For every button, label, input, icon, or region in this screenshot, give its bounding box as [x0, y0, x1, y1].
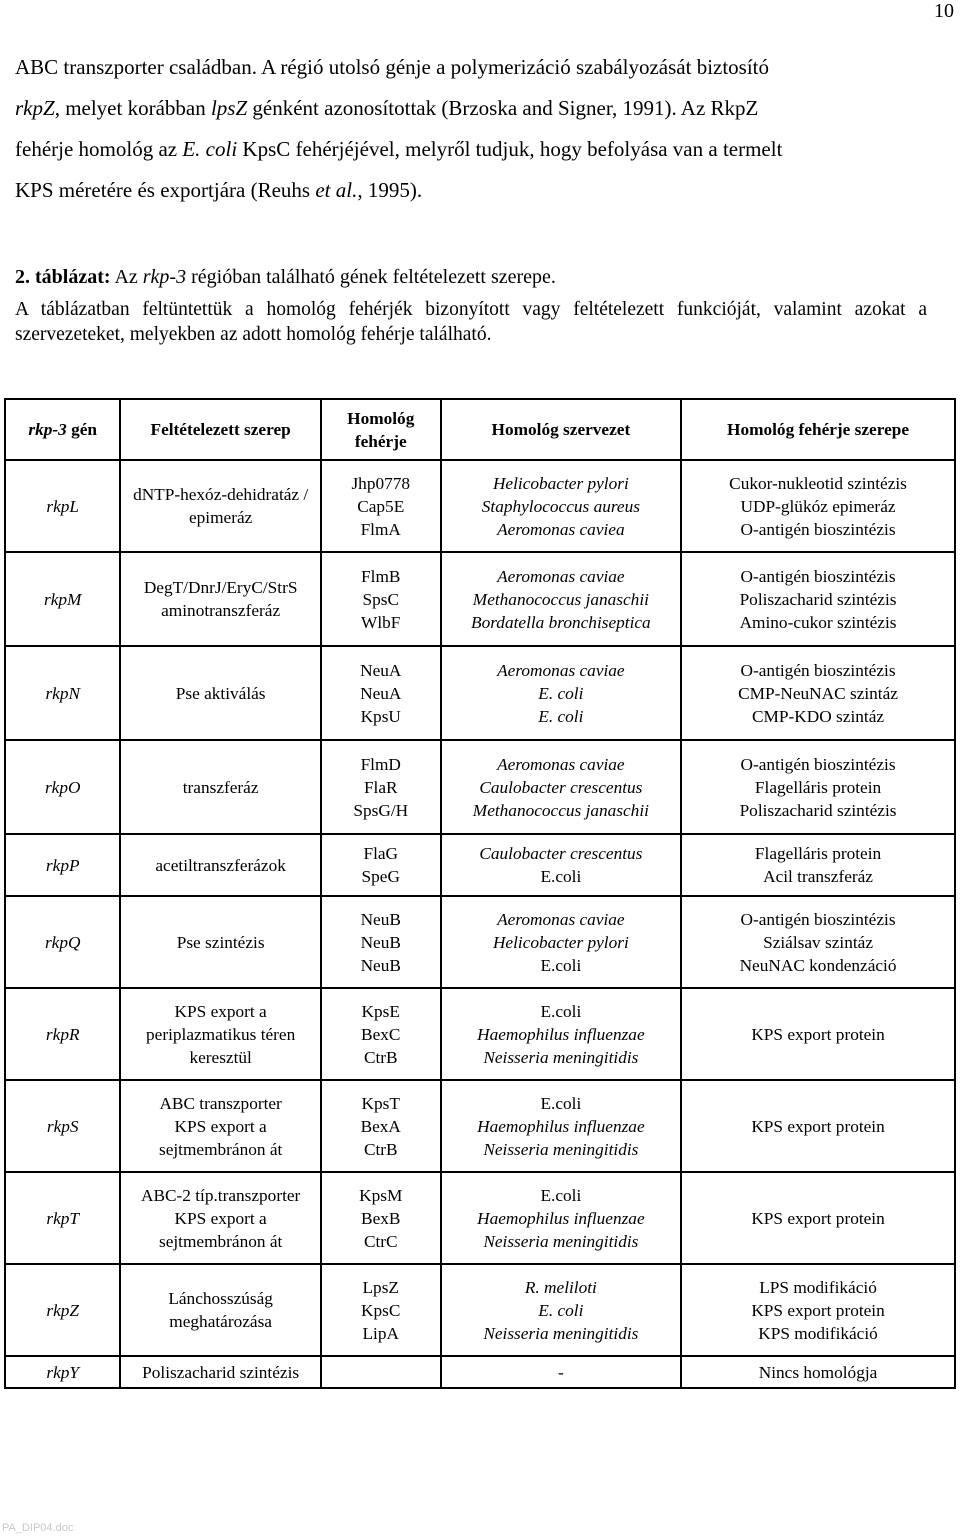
cell-organism-line: Caulobacter crescentus: [479, 777, 643, 797]
cell-protein-line: FlaR: [363, 777, 398, 797]
cell-role: [120, 834, 320, 896]
text-run: Az: [110, 266, 143, 288]
cell-protein-line: NeuB: [360, 955, 401, 975]
cell-organism-line: Neisseria meningitidis: [483, 1139, 639, 1159]
table-header-row: [5, 399, 955, 460]
cell-gene: rkpQ: [5, 896, 120, 988]
cell-function: [681, 1264, 955, 1356]
cell-organism-line: Aeromonas caviae: [497, 909, 625, 929]
cell-protein: [321, 1356, 441, 1388]
cell-organism-line: Neisseria meningitidis: [483, 1047, 639, 1067]
cell-protein-line: SpsG/H: [353, 800, 409, 820]
text-run: KPS méretére és exportjára (Reuhs: [15, 178, 316, 202]
gene-name: rkpZ: [15, 96, 55, 120]
cell-protein-line: Cap5E: [357, 496, 405, 516]
cell-protein: [321, 460, 441, 552]
table-row: [5, 1172, 955, 1264]
cell-function-line: LPS modifikáció: [759, 1277, 877, 1297]
cell-function-line: Poliszacharid szintézis: [739, 800, 897, 820]
table-row: [5, 988, 955, 1080]
cell-gene: rkpS: [5, 1080, 120, 1172]
cell-role: [120, 896, 320, 988]
cell-function: [681, 988, 955, 1080]
text-run: fehérje homológ az: [15, 137, 183, 161]
table-row: [5, 1080, 955, 1172]
cell-protein: [321, 834, 441, 896]
cell-role-line: transzferáz: [182, 777, 259, 797]
cell-protein-line: BexA: [360, 1116, 401, 1136]
cell-protein-line: NeuB: [360, 932, 401, 952]
table-row: [5, 1356, 955, 1388]
text-run: , melyet korábban: [54, 96, 211, 120]
cell-function-line: KPS modifikáció: [758, 1323, 878, 1343]
cell-role-line: KPS export a: [174, 1001, 267, 1021]
cell-protein-line: KpsM: [359, 1185, 403, 1205]
cell-protein: [321, 988, 441, 1080]
cell-protein: [321, 646, 441, 740]
cell-organism-line: R. meliloti: [524, 1277, 597, 1297]
table-row: [5, 646, 955, 740]
region-name: rkp-3: [142, 266, 187, 288]
cell-function-line: Flagelláris protein: [754, 844, 882, 863]
cell-protein: [321, 1080, 441, 1172]
cell-organism-line: -: [557, 1362, 564, 1382]
cell-function: [681, 1356, 955, 1388]
cell-protein-line: BexC: [361, 1024, 401, 1044]
cell-organism: [441, 834, 681, 896]
cell-organism-line: Methanococcus janaschii: [472, 800, 649, 820]
cell-protein-line: BexB: [361, 1208, 401, 1228]
intro-line-4: [15, 170, 927, 211]
cell-role-line: DegT/DnrJ/EryC/StrS: [143, 578, 298, 597]
cell-protein-line: FlmD: [360, 754, 401, 774]
cell-function-line: CMP-KDO szintáz: [752, 706, 885, 726]
cell-role: [120, 988, 320, 1080]
cell-function-line: Amino-cukor szintézis: [739, 612, 897, 632]
cell-protein-line: NeuA: [360, 683, 402, 703]
table-row: [5, 552, 955, 646]
cell-role-line: periplazmatikus téren: [146, 1024, 296, 1044]
cell-role-line: sejtmembránon át: [158, 1231, 283, 1251]
intro-line-2: [15, 88, 927, 129]
cell-role-line: acetiltranszferázok: [155, 855, 286, 875]
text-run: génként azonosítottak (Brzoska and Signer, 1991). Az RkpZ: [247, 96, 759, 120]
cell-organism-line: Aeromonas caviae: [497, 566, 625, 586]
cell-protein-line: Jhp0778: [351, 473, 411, 493]
cell-function-line: O-antigén bioszintézis: [740, 660, 896, 680]
cell-protein-line: FlmB: [361, 566, 401, 586]
cell-function-line: O-antigén bioszintézis: [740, 754, 896, 774]
caption-text: A táblázatban feltüntettük a homológ fehérjék bizonyított vagy feltételezett funkcióját, valamint azokat a szervezeteket, melyekben az adott homológ fehérje található.: [15, 299, 927, 345]
cell-gene: rkpM: [5, 552, 120, 646]
table-row: [5, 740, 955, 834]
cell-protein-line: FlaG: [363, 844, 399, 863]
cell-role: [120, 552, 320, 646]
cell-organism: [441, 460, 681, 552]
header-gene: [5, 399, 120, 460]
table-row: [5, 460, 955, 552]
cell-role-line: Pse szintézis: [176, 932, 265, 952]
cell-role: [120, 1264, 320, 1356]
cell-protein: [321, 1264, 441, 1356]
header-protein-line: fehérje: [354, 431, 407, 451]
cell-organism: [441, 646, 681, 740]
table-row: [5, 834, 955, 896]
cell-gene: rkpN: [5, 646, 120, 740]
cell-organism-line: E.coli: [540, 867, 582, 886]
cell-function-line: Flagelláris protein: [754, 777, 882, 797]
cell-organism-line: Haemophilus influenzae: [477, 1208, 645, 1228]
cell-protein-line: KpsC: [361, 1300, 401, 1320]
cell-function-line: O-antigén bioszintézis: [740, 909, 896, 929]
cell-gene: rkpR: [5, 988, 120, 1080]
cell-role-line: KPS export a: [174, 1208, 267, 1228]
cell-organism: [441, 1264, 681, 1356]
cell-role-line: epimeráz: [188, 508, 253, 527]
intro-line-3: [15, 129, 927, 170]
cell-function: [681, 552, 955, 646]
cell-function-line: UDP-glükóz epimeráz: [740, 496, 896, 516]
header-protein: [321, 399, 441, 460]
cell-organism-line: Staphylococcus aureus: [481, 496, 640, 516]
cell-organism-line: Bordatella bronchiseptica: [471, 612, 651, 632]
cell-function: [681, 896, 955, 988]
page-number: 10: [934, 0, 954, 22]
cell-organism-line: Neisseria meningitidis: [483, 1231, 639, 1251]
cell-role-line: KPS export a: [174, 1116, 267, 1136]
footer-filename: PA_DIP04.doc: [2, 1522, 74, 1534]
cell-protein-line: KpsU: [360, 706, 401, 726]
cell-role-line: Poliszacharid szintézis: [142, 1362, 300, 1382]
header-protein-line: Homológ: [347, 408, 415, 428]
cell-protein-line: KpsT: [361, 1093, 400, 1113]
text-run: régióban található gének feltételezett szerepe.: [186, 266, 556, 288]
cell-function: [681, 740, 955, 834]
cell-role-line: Lánchosszúság: [168, 1289, 273, 1308]
text-run: KpsC fehérjéjével, melyről tudjuk, hogy befolyása van a termelt: [237, 137, 783, 161]
cell-organism-line: Aeromonas caviae: [497, 754, 625, 774]
cell-organism: [441, 552, 681, 646]
table-body: [5, 460, 955, 1388]
cell-protein-line: CtrB: [363, 1047, 398, 1067]
cell-protein-line: WlbF: [361, 612, 401, 632]
cell-role-line: ABC-2 típ.transzporter: [140, 1185, 301, 1205]
cell-organism: [441, 1080, 681, 1172]
cell-gene: rkpZ: [5, 1264, 120, 1356]
cell-organism-line: E. coli: [538, 683, 584, 703]
cell-function-line: KPS export protein: [751, 1024, 885, 1044]
cell-gene: rkpP: [5, 834, 120, 896]
cell-organism-line: Neisseria meningitidis: [483, 1323, 639, 1343]
cell-protein-line: SpsC: [362, 589, 399, 609]
cell-protein: [321, 552, 441, 646]
cell-function-line: Acil transzferáz: [763, 867, 873, 886]
cell-function: [681, 1080, 955, 1172]
cell-organism-line: Caulobacter crescentus: [479, 844, 643, 863]
cell-role-line: sejtmembránon át: [158, 1139, 283, 1159]
cell-organism-line: Aeromonas caviea: [497, 519, 625, 539]
cell-organism-line: Haemophilus influenzae: [477, 1116, 645, 1136]
cell-role-line: aminotranszferáz: [161, 601, 281, 620]
cell-organism-line: E.coli: [540, 1093, 582, 1113]
cell-gene: rkpL: [5, 460, 120, 552]
cell-role: [120, 646, 320, 740]
header-function: Homológ fehérje szerepe: [681, 399, 955, 460]
table-row: [5, 1264, 955, 1356]
et-al: et al.: [315, 178, 358, 202]
cell-role-line: keresztül: [189, 1047, 252, 1067]
cell-function: [681, 834, 955, 896]
cell-function-line: Cukor-nukleotid szintézis: [729, 473, 907, 493]
cell-function: [681, 1172, 955, 1264]
cell-role: [120, 1172, 320, 1264]
gene-table: [4, 398, 956, 1389]
gene-name: lpsZ: [210, 96, 248, 120]
cell-protein: [321, 896, 441, 988]
cell-gene: rkpY: [5, 1356, 120, 1388]
cell-protein-line: LpsZ: [362, 1277, 399, 1297]
cell-role-line: dNTP-hexóz-dehidratáz /: [133, 485, 309, 504]
cell-function-line: Nincs homológja: [758, 1362, 878, 1382]
cell-function-line: O-antigén bioszintézis: [740, 566, 896, 586]
cell-protein-line: KpsE: [361, 1001, 400, 1021]
cell-organism: [441, 988, 681, 1080]
header-gene-italic: rkp-3: [28, 420, 67, 439]
cell-function-line: Sziálsav szintáz: [763, 932, 873, 952]
cell-function-line: CMP-NeuNAC szintáz: [738, 683, 898, 703]
cell-organism: [441, 896, 681, 988]
cell-organism: [441, 740, 681, 834]
cell-protein-line: FlmA: [360, 519, 401, 539]
cell-gene: rkpT: [5, 1172, 120, 1264]
cell-organism: [441, 1172, 681, 1264]
cell-role: [120, 460, 320, 552]
cell-protein-line: LipA: [362, 1323, 399, 1343]
table-caption: [15, 265, 927, 347]
cell-protein-line: NeuB: [360, 909, 401, 929]
header-gene-rest: gén: [66, 420, 98, 439]
cell-protein-line: NeuA: [360, 660, 402, 680]
cell-role: [120, 740, 320, 834]
caption-title: [15, 265, 927, 290]
cell-organism-line: E.coli: [540, 955, 582, 975]
cell-protein-line: CtrC: [363, 1231, 398, 1251]
cell-protein: [321, 1172, 441, 1264]
cell-function-line: KPS export protein: [751, 1300, 885, 1320]
cell-organism-line: Haemophilus influenzae: [477, 1024, 645, 1044]
cell-organism-line: Aeromonas caviae: [497, 660, 625, 680]
cell-protein-line: SpeG: [361, 867, 400, 886]
cell-organism-line: E.coli: [540, 1185, 582, 1205]
organism-name: E. coli: [182, 137, 238, 161]
intro-line-1: ABC transzporter családban. A régió utolsó génje a polymerizáció szabályozását biztosító: [15, 55, 770, 79]
cell-protein-line: CtrB: [363, 1139, 398, 1159]
cell-function-line: O-antigén bioszintézis: [740, 519, 896, 539]
cell-gene: rkpO: [5, 740, 120, 834]
cell-role: [120, 1080, 320, 1172]
cell-protein: [321, 740, 441, 834]
cell-function-line: Poliszacharid szintézis: [739, 589, 897, 609]
header-organism: Homológ szervezet: [441, 399, 681, 460]
cell-organism-line: E. coli: [538, 1300, 584, 1320]
intro-paragraph: [15, 47, 927, 211]
cell-organism: [441, 1356, 681, 1388]
cell-organism-line: Methanococcus janaschii: [472, 589, 649, 609]
header-role: Feltételezett szerep: [120, 399, 320, 460]
cell-role-line: Pse aktiválás: [175, 683, 266, 703]
cell-organism-line: Helicobacter pylori: [492, 932, 629, 952]
cell-function: [681, 460, 955, 552]
cell-role-line: ABC transzporter: [159, 1093, 282, 1113]
caption-label: 2. táblázat:: [15, 266, 111, 288]
cell-organism-line: E. coli: [538, 706, 584, 726]
cell-function-line: KPS export protein: [751, 1116, 885, 1136]
cell-role-line: meghatározása: [169, 1312, 272, 1331]
cell-function: [681, 646, 955, 740]
cell-function-line: KPS export protein: [751, 1208, 885, 1228]
cell-function-line: NeuNAC kondenzáció: [739, 955, 897, 975]
table-row: [5, 896, 955, 988]
cell-organism-line: E.coli: [540, 1001, 582, 1021]
text-run: , 1995).: [357, 178, 423, 202]
cell-role: [120, 1356, 320, 1388]
cell-organism-line: Helicobacter pylori: [492, 473, 629, 493]
